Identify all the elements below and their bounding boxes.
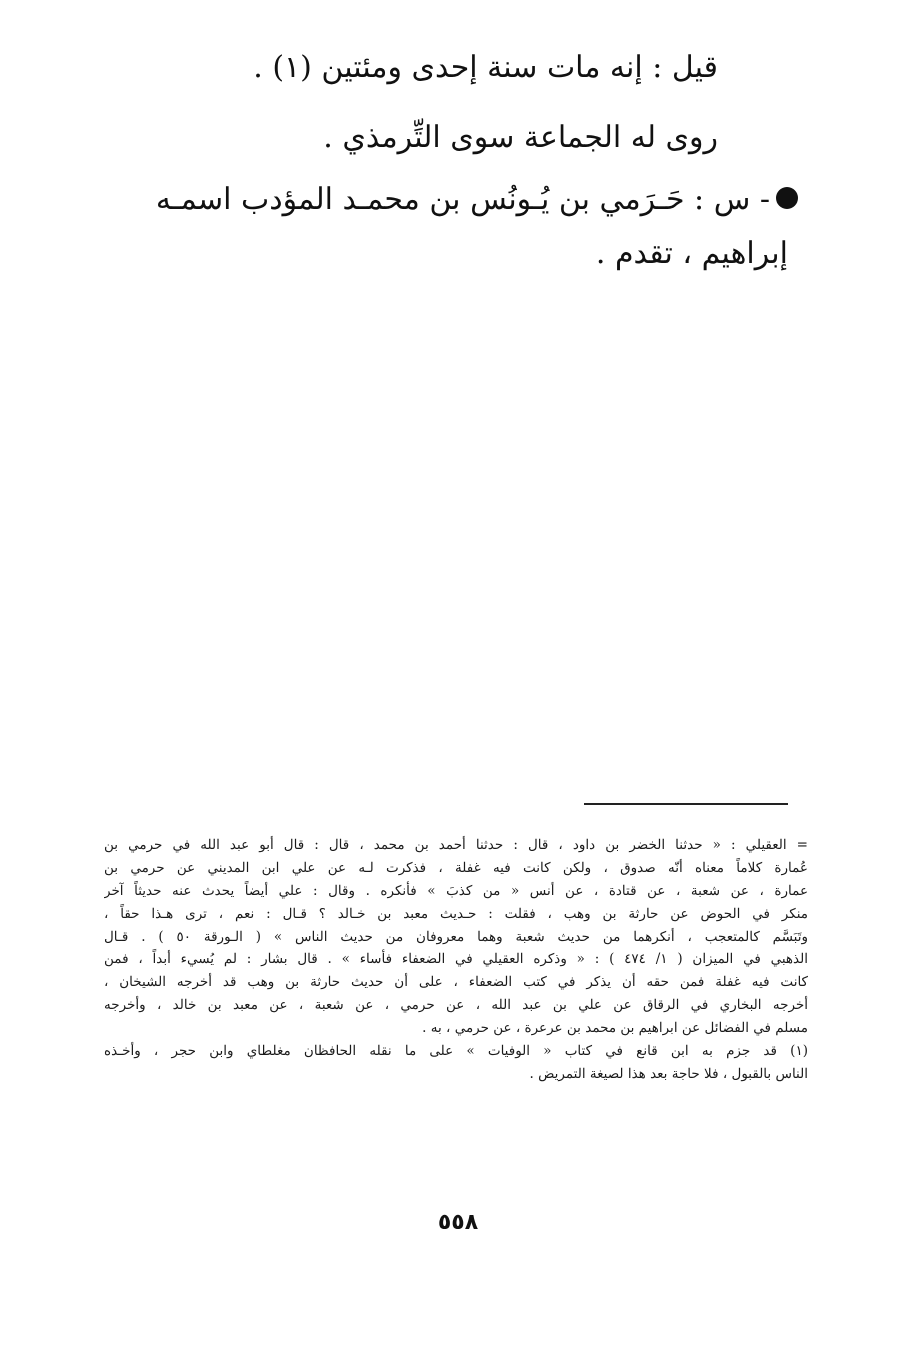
- footnote-line: وتَبَسَّم كالمتعجب ، أنكرهما من حديث شعبة وهما معروفان من حديث الناس » ( الـورقة ٥٠ ) . قـال: [104, 928, 808, 945]
- entry-heading-line: [156, 180, 798, 220]
- entry-continuation-line: إبراهيم ، تقدم .: [595, 236, 788, 271]
- footnote-line: الذهبي في الميزان ( ١/ ٤٧٤ ) : « وذكره العقيلي في الضعفاء فأساء » . قال بشار : لم يُسيء أبداً ، فمن: [104, 951, 808, 968]
- footnote-line: أخرجه البخاري في الرقاق عن علي بن عبد الله ، عن حرمي ، عن شعبة ، عن معبد بن خالد ، وأخرجه: [104, 997, 808, 1014]
- footnote-line: = العقيلي : « حدثنا الخضر بن داود ، قال : حدثنا أحمد بن محمد ، قال : قال أبو عبد الله في حرمي بن: [104, 837, 808, 853]
- entry-heading-text: - س : حَـرَمي بن يُـونُس بن محمـد المؤدب اسمـه: [155, 182, 770, 217]
- biography-narrators-line: روى له الجماعة سوى التِّرمذي .: [323, 120, 718, 155]
- footnote-line: منكر في الحوض عن حارثة بن وهب ، فقلت : حـديث معبد بن خـالد ؟ قـال : نعم ، ترى هـذا حقاً ،: [104, 905, 808, 922]
- biography-death-line: قيل : إنه مات سنة إحدى ومئتين (١) .: [253, 50, 718, 85]
- footnote-line: عمارة ، عن شعبة ، عن قتادة ، عن أنس « من كذبَ » فأنكره . وقال : علي أيضاً يحدث عنه حديثاً آخر: [104, 882, 808, 899]
- footnotes-block: [104, 834, 808, 1086]
- footnote-line: مسلم في الفضائل عن ابراهيم بن محمد بن عرعرة ، عن حرمي ، به .: [422, 1020, 808, 1037]
- footnote-line: (١) قد جزم به ابن قانع في كتاب « الوفيات » على ما نقله الحافظان مغلطاي وابن حجر ، وأخـذه: [104, 1043, 808, 1060]
- footnote-divider: [584, 803, 788, 805]
- page-number: ٥٥٨: [437, 1210, 479, 1235]
- footnote-line: كانت فيه غفلة فمن حقه أن يذكر في كتب الضعفاء ، على أن حديث حارثة بن وهب قد أخرجه الشيخان ،: [104, 974, 808, 991]
- bullet-dot-icon: [776, 187, 798, 209]
- footnote-line: عُمارة كلاماً معناه أنّه صدوق ، ولكن كانت فيه غفلة ، فذكرت لـه عن علي ابن المديني عن حرمي بن: [104, 859, 808, 876]
- footnote-line: الناس بالقبول ، فلا حاجة بعد هذا لصيغة التمريض .: [529, 1065, 808, 1082]
